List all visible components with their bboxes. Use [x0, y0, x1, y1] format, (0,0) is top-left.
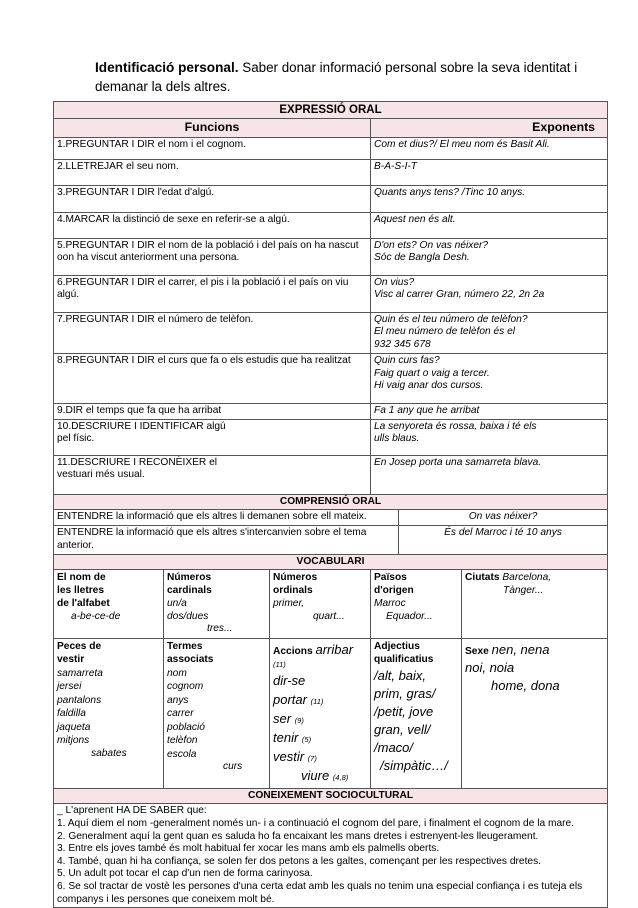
- vocab-termes: [164, 639, 270, 789]
- vocab-lletres: [54, 570, 164, 639]
- expressio-row: [54, 238, 608, 275]
- exponent-cell: Aquest nen és alt.: [371, 212, 608, 238]
- vocab-example: un/a dos/dues: [167, 597, 209, 622]
- expressio-row: [54, 275, 608, 312]
- intro-title: Identificació personal.: [95, 60, 239, 75]
- coneixement-line: 5. Un adult pot tocar el cap d'un nen de forma carinyosa.: [57, 868, 313, 880]
- expressio-row: [54, 185, 608, 212]
- vocab-example: nen, nena noi, noia: [465, 642, 550, 675]
- accio-word: viure: [301, 767, 330, 783]
- content-table: [53, 101, 608, 908]
- vocab-example: sabates: [91, 747, 127, 759]
- exponent-cell: En Josep porta una samarreta blava.: [371, 455, 608, 494]
- vocab-label: Peces de vestir: [57, 641, 102, 665]
- comprensio-exponent: És del Marroc i té 10 anys: [399, 526, 608, 555]
- accio-word: vestir: [273, 748, 305, 764]
- exponent-cell: Quin curs fas? Faig quart o vaig a tercer. Hi vaig anar dos cursos.: [371, 353, 608, 403]
- funcio-cell: 9.DIR el temps que fa que ha arribat: [54, 403, 371, 419]
- intro-paragraph: [95, 58, 595, 96]
- coneixement-line: 2. Generalment aquí la gent quan es saluda ho fa encaixant les mans dretes i estrenyent-les lleugerament.: [57, 830, 539, 842]
- exponent-cell: Fa 1 any que he arribat: [371, 403, 608, 419]
- comprensio-funcio: ENTENDRE la informació que els altres s'intercanvien sobre el tema anterior.: [54, 526, 399, 555]
- accio-ref: (9): [294, 715, 304, 725]
- coneixement-line: 6. Se sol tractar de vostè les persones d'una certa edat amb les quals no tenim una especial confiança i es tuteja els companys i les persones que coneixem molt bé.: [57, 881, 583, 905]
- vocab-example: a-be-ce-de: [71, 610, 121, 622]
- accio-word: dir-se: [273, 672, 306, 688]
- vocabulari-row-1: [54, 570, 608, 639]
- comprensio-row: [54, 526, 608, 555]
- vocab-label: Números ordinals: [273, 572, 318, 597]
- vocab-example: Tànger...: [503, 585, 544, 597]
- vocab-ordinals: [270, 570, 371, 639]
- accio-ref: (4,8): [332, 772, 349, 782]
- vocab-example: tres...: [207, 623, 233, 635]
- comprensio-exponent: On vas néixer?: [399, 510, 608, 526]
- expressio-row: [54, 137, 608, 159]
- expressio-row: [54, 159, 608, 185]
- expressio-row: [54, 212, 608, 238]
- coneixement-line: _ L'aprenent HA DE SABER que:: [57, 805, 207, 817]
- vocab-label: Països d'origen: [374, 572, 414, 597]
- vocab-sexe: [462, 639, 608, 789]
- vocabulari-heading: VOCABULARI: [54, 554, 608, 570]
- vocab-accions: [270, 639, 371, 789]
- expressio-row: [54, 312, 608, 353]
- vocab-label: Números cardinals: [167, 572, 212, 597]
- accio-ref: (11): [310, 696, 324, 706]
- vocab-example: Barcelona,: [502, 572, 552, 584]
- funcio-cell: 8.PREGUNTAR I DIR el curs que fa o els estudis que ha realitzat: [54, 353, 371, 403]
- funcio-cell: 6.PREGUNTAR I DIR el carrer, el pis i la població i el país on viu algú.: [54, 275, 371, 312]
- funcio-cell: 2.LLETREJAR el seu nom.: [54, 159, 371, 185]
- vocab-label: Ciutats: [465, 572, 500, 584]
- vocab-label: Accions: [273, 646, 313, 658]
- vocab-example: /simpàtic…/: [380, 757, 448, 773]
- intro-text: Saber donar informació personal sobre la seva identitat i demanar la dels altres.: [95, 60, 578, 94]
- vocab-example: samarreta jersei pantalons faldilla jaqueta mitjons: [57, 667, 103, 747]
- col-exponents-header: Exponents: [371, 119, 608, 137]
- vocab-example: /alt, baix, prim, gras/ /petit, jove gran, vell/ /maco/: [374, 667, 436, 755]
- exponent-cell: La senyoreta és rossa, baixa i té els ulls blaus.: [371, 419, 608, 455]
- funcio-cell: 1.PREGUNTAR I DIR el nom i el cognom.: [54, 137, 371, 159]
- col-funcions-header: Funcions: [54, 119, 371, 137]
- coneixement-line: 3. Entre els joves també és molt habitual fer xocar les mans amb els palmells oberts.: [57, 843, 440, 855]
- comprensio-row: [54, 510, 608, 526]
- coneixement-row: [54, 804, 608, 908]
- vocab-peces: [54, 639, 164, 789]
- vocab-adjectius: [371, 639, 462, 789]
- vocab-example: primer,: [273, 597, 305, 609]
- coneixement-text: [54, 804, 608, 908]
- vocab-example: Marroc: [374, 597, 406, 609]
- expressio-row: [54, 455, 608, 494]
- coneixement-line: 4. També, quan hi ha confiança, se solen fer dos petons a les galtes, començant per les respectives dretes.: [57, 855, 541, 867]
- vocab-example: curs: [223, 761, 243, 773]
- accio-word: tenir: [273, 729, 299, 745]
- vocab-label: Termes associats: [167, 641, 214, 665]
- vocab-label: El nom de les lletres de l'alfabet: [57, 572, 110, 609]
- funcio-cell: 3.PREGUNTAR I DIR l'edat d'algú.: [54, 185, 371, 212]
- expressio-row: [54, 403, 608, 419]
- exponent-cell: Quin és el teu número de telèfon? El meu número de telèfon és el 932 345 678: [371, 312, 608, 353]
- funcio-cell: 11.DESCRIURE I RECONÈIXER el vestuari més usual.: [54, 455, 371, 494]
- vocab-example: quart...: [313, 610, 345, 622]
- expressio-heading: EXPRESSIÓ ORAL: [54, 102, 608, 119]
- vocab-paisos: [371, 570, 462, 639]
- expressio-row: [54, 353, 608, 403]
- vocabulari-row-2: [54, 639, 608, 789]
- vocab-label: Adjectius qualificatius: [374, 641, 434, 665]
- vocab-ciutats: [462, 570, 608, 639]
- vocab-example: Equador...: [386, 610, 433, 622]
- funcio-cell: 4.MARCAR la distinció de sexe en referir-se a algú.: [54, 212, 371, 238]
- exponent-cell: Com et dius?/ El meu nom és Basit Ali.: [371, 137, 608, 159]
- accio-word: portar: [273, 691, 307, 707]
- exponent-cell: Quants anys tens? /Tinc 10 anys.: [371, 185, 608, 212]
- vocab-label: Sexe: [465, 646, 489, 658]
- accio-ref: (5): [301, 734, 312, 744]
- coneixement-line: 1. Aquí diem el nom -generalment només un- i a continuació el cognom del pare, i finalment el cognom de la mare.: [57, 818, 575, 830]
- vocab-cardinals: [164, 570, 270, 639]
- expressio-row: [54, 419, 608, 455]
- funcio-cell: 5.PREGUNTAR I DIR el nom de la població i del país on ha nascut oon ha viscut anteriorment una persona.: [54, 238, 371, 275]
- exponent-cell: B-A-S-I-T: [371, 159, 608, 185]
- funcio-cell: 7.PREGUNTAR I DIR el número de telèfon.: [54, 312, 371, 353]
- accio-ref: (7): [307, 753, 317, 763]
- funcio-cell: 10.DESCRIURE I IDENTIFICAR algú pel físic.: [54, 419, 371, 455]
- vocab-example: nom cognom anys carrer població telèfon escola: [167, 667, 205, 760]
- exponent-cell: On vius? Visc al carrer Gran, número 22, 2n 2a: [371, 275, 608, 312]
- accio-ref: (11): [273, 659, 286, 669]
- coneixement-heading: CONEIXEMENT SOCIOCULTURAL: [54, 788, 608, 804]
- comprensio-heading: COMPRENSIÓ ORAL: [54, 494, 608, 510]
- vocab-example: home, dona: [491, 677, 560, 693]
- comprensio-funcio: ENTENDRE la informació que els altres li demanen sobre ell mateix.: [54, 510, 399, 526]
- exponent-cell: D'on ets? On vas néixer? Sóc de Bangla Desh.: [371, 238, 608, 275]
- accio-word: arribar: [315, 642, 354, 658]
- accio-word: ser: [273, 710, 292, 726]
